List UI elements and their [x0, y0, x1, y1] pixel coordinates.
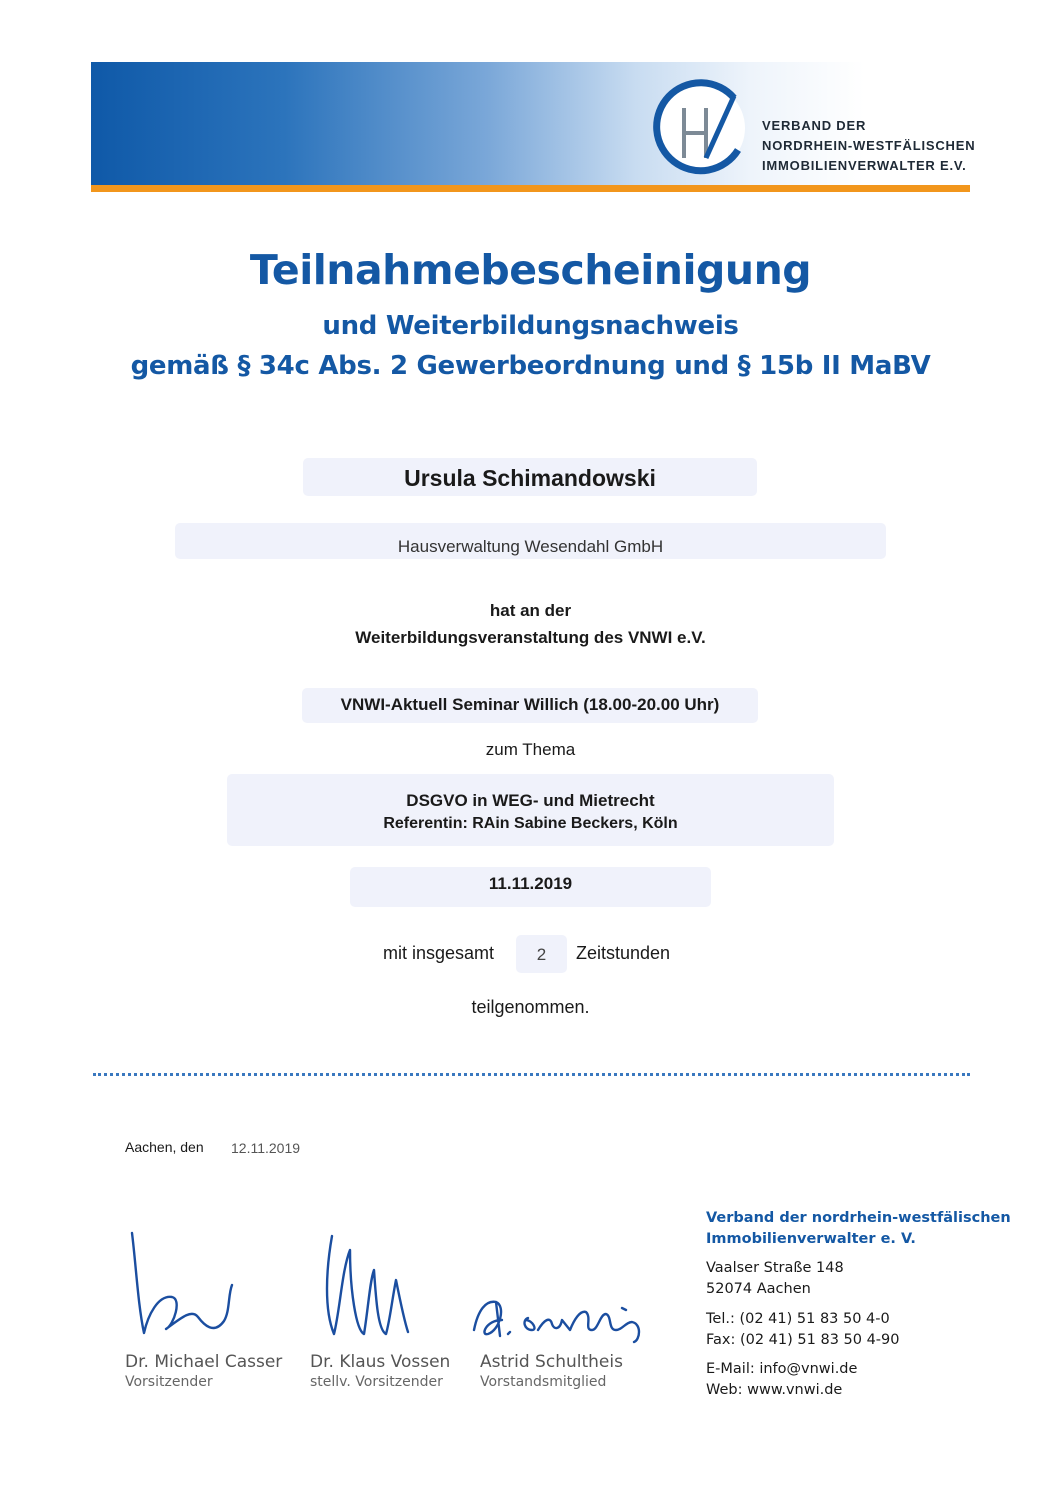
signature-casser-icon [118, 1225, 248, 1345]
header-accent-stripe [91, 185, 970, 192]
participated-text: teilgenommen. [471, 997, 590, 1017]
participant-name: Ursula Schimandowski [404, 465, 656, 491]
page-title: Teilnahmebescheinigung [249, 246, 812, 294]
subtitle-line-1: und Weiterbildungsnachweis [322, 311, 739, 341]
contact-email[interactable]: E-Mail: info@vnwi.de [706, 1361, 858, 1377]
signatory-role-1: Vorsitzender [125, 1374, 213, 1390]
topic-title: DSGVO in WEG- und Mietrecht [406, 791, 655, 810]
event-name: VNWI-Aktuell Seminar Willich (18.00-20.00 Uhr) [340, 695, 720, 714]
contact-online [706, 1359, 857, 1401]
dotted-divider [93, 1073, 970, 1076]
issue-date: 12.11.2019 [231, 1140, 301, 1156]
signature-schultheis-icon [466, 1290, 656, 1350]
contact-web[interactable]: Web: www.vnwi.de [706, 1382, 843, 1398]
intro-line-1: hat an der [489, 601, 572, 620]
contact-org-name: Verband der nordrhein-westfälischen Immobilienverwalter e. V. [706, 1210, 1011, 1247]
contact-address: Vaalser Straße 148 52074 Aachen [706, 1260, 844, 1297]
signatory-role-3: Vorstandsmitglied [480, 1374, 607, 1390]
event-date: 11.11.2019 [488, 874, 573, 893]
signatory-role-2: stellv. Vorsitzender [310, 1374, 443, 1390]
hours-value: 2 [536, 945, 547, 964]
signatory-name-2: Dr. Klaus Vossen [310, 1352, 451, 1372]
header-org-name: VERBAND DER NORDRHEIN-WESTFÄLISCHEN IMMOBILIENVERWALTER E.V. [762, 118, 976, 173]
contact-phone: Tel.: (02 41) 51 83 50 4-0 Fax: (02 41) 51 83 50 4-90 [706, 1311, 900, 1348]
vnwi-logo-icon [646, 78, 756, 178]
hours-prefix: mit insgesamt [383, 943, 495, 963]
signatory-name-3: Astrid Schultheis [480, 1352, 623, 1372]
place-label: Aachen, den [125, 1139, 204, 1155]
intro-line-2: Weiterbildungsveranstaltung des VNWI e.V. [355, 628, 706, 647]
speaker: Referentin: RAin Sabine Beckers, Köln [383, 815, 678, 832]
signature-vossen-icon [316, 1230, 426, 1345]
topic-label: zum Thema [485, 740, 576, 759]
signatory-name-1: Dr. Michael Casser [125, 1352, 283, 1372]
subtitle-line-2: gemäß § 34c Abs. 2 Gewerbeordnung und § 15b II MaBV [130, 351, 931, 381]
hours-suffix: Zeitstunden [576, 943, 671, 963]
company-name: Hausverwaltung Wesendahl GmbH [397, 537, 664, 556]
